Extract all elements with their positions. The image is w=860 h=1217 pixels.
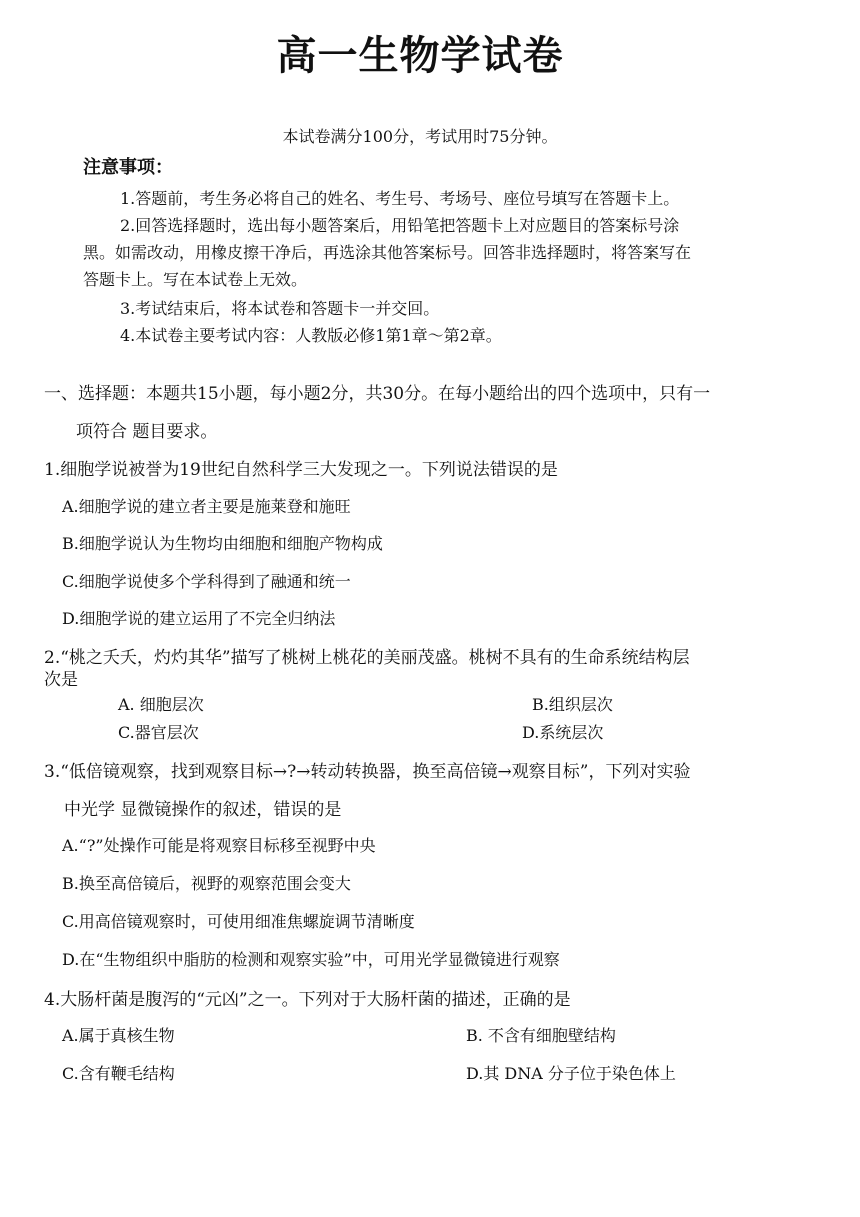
notice-item-2-line-2: 黑。如需改动，用橡皮擦干净后，再选涂其他答案标号。回答非选择题时，将答案写在: [83, 243, 692, 262]
question-3-option-d: D.在“生物组织中脂肪的检测和观察实验”中，可用光学显微镜进行观察: [62, 950, 560, 969]
question-1-option-b: B.细胞学说认为生物均由细胞和细胞产物构成: [62, 534, 383, 553]
question-1-option-c: C.细胞学说使多个学科得到了融通和统一: [62, 572, 351, 591]
section-heading-line-2: 项符合 题目要求。: [76, 422, 218, 442]
notice-item-2-line-1: 2.回答选择题时，选出每小题答案后，用铅笔把答题卡上对应题目的答案标号涂: [120, 216, 680, 235]
question-4-stem: 4.大肠杆菌是腹泻的“元凶”之一。下列对于大肠杆菌的描述，正确的是: [44, 990, 571, 1010]
question-1-stem: 1.细胞学说被誉为19世纪自然科学三大发现之一。下列说法错误的是: [44, 460, 558, 480]
question-3-option-b: B.换至高倍镜后，视野的观察范围会变大: [62, 874, 351, 893]
exam-meta: 本试卷满分100分，考试用时75分钟。: [282, 127, 558, 146]
question-2-option-c: C.器官层次: [118, 723, 199, 742]
notice-heading: 注意事项：: [83, 157, 173, 178]
question-3-stem-line-2: 中光学 显微镜操作的叙述，错误的是: [64, 800, 342, 820]
question-2-option-d: D.系统层次: [522, 723, 604, 742]
question-2-stem-line-2: 次是: [44, 670, 78, 690]
question-4-option-d: D.其 DNA 分子位于染色体上: [466, 1064, 676, 1083]
question-4-option-c: C.含有鞭毛结构: [62, 1064, 175, 1083]
question-3-option-a: A.“?”处操作可能是将观察目标移至视野中央: [62, 836, 376, 855]
question-1-option-a: A.细胞学说的建立者主要是施莱登和施旺: [62, 497, 351, 516]
question-2-stem-line-1: 2.“桃之夭夭，灼灼其华”描写了桃树上桃花的美丽茂盛。桃树不具有的生命系统结构层: [44, 648, 690, 668]
question-3-option-c: C.用高倍镜观察时，可使用细准焦螺旋调节清晰度: [62, 912, 415, 931]
question-4-option-b: B. 不含有细胞壁结构: [466, 1026, 616, 1045]
exam-title: 高一生物学试卷: [276, 33, 564, 79]
notice-item-3: 3.考试结束后，将本试卷和答题卡一并交回。: [120, 299, 440, 318]
question-3-stem-line-1: 3.“低倍镜观察，找到观察目标→?→转动转换器，换至高倍镜→观察目标”，下列对实验: [44, 762, 691, 782]
question-2-option-b: B.组织层次: [532, 695, 613, 714]
question-2-option-a: A. 细胞层次: [118, 695, 204, 714]
notice-item-1: 1.答题前，考生务必将自己的姓名、考生号、考场号、座位号填写在答题卡上。: [120, 189, 680, 208]
notice-item-2-line-3: 答题卡上。写在本试卷上无效。: [83, 270, 308, 289]
section-heading-line-1: 一、选择题：本题共15小题，每小题2分，共30分。在每小题给出的四个选项中，只有一: [44, 384, 711, 404]
question-4-option-a: A.属于真核生物: [62, 1026, 175, 1045]
question-1-option-d: D.细胞学说的建立运用了不完全归纳法: [62, 609, 336, 628]
notice-item-4: 4.本试卷主要考试内容：人教版必修1第1章～第2章。: [120, 326, 502, 345]
